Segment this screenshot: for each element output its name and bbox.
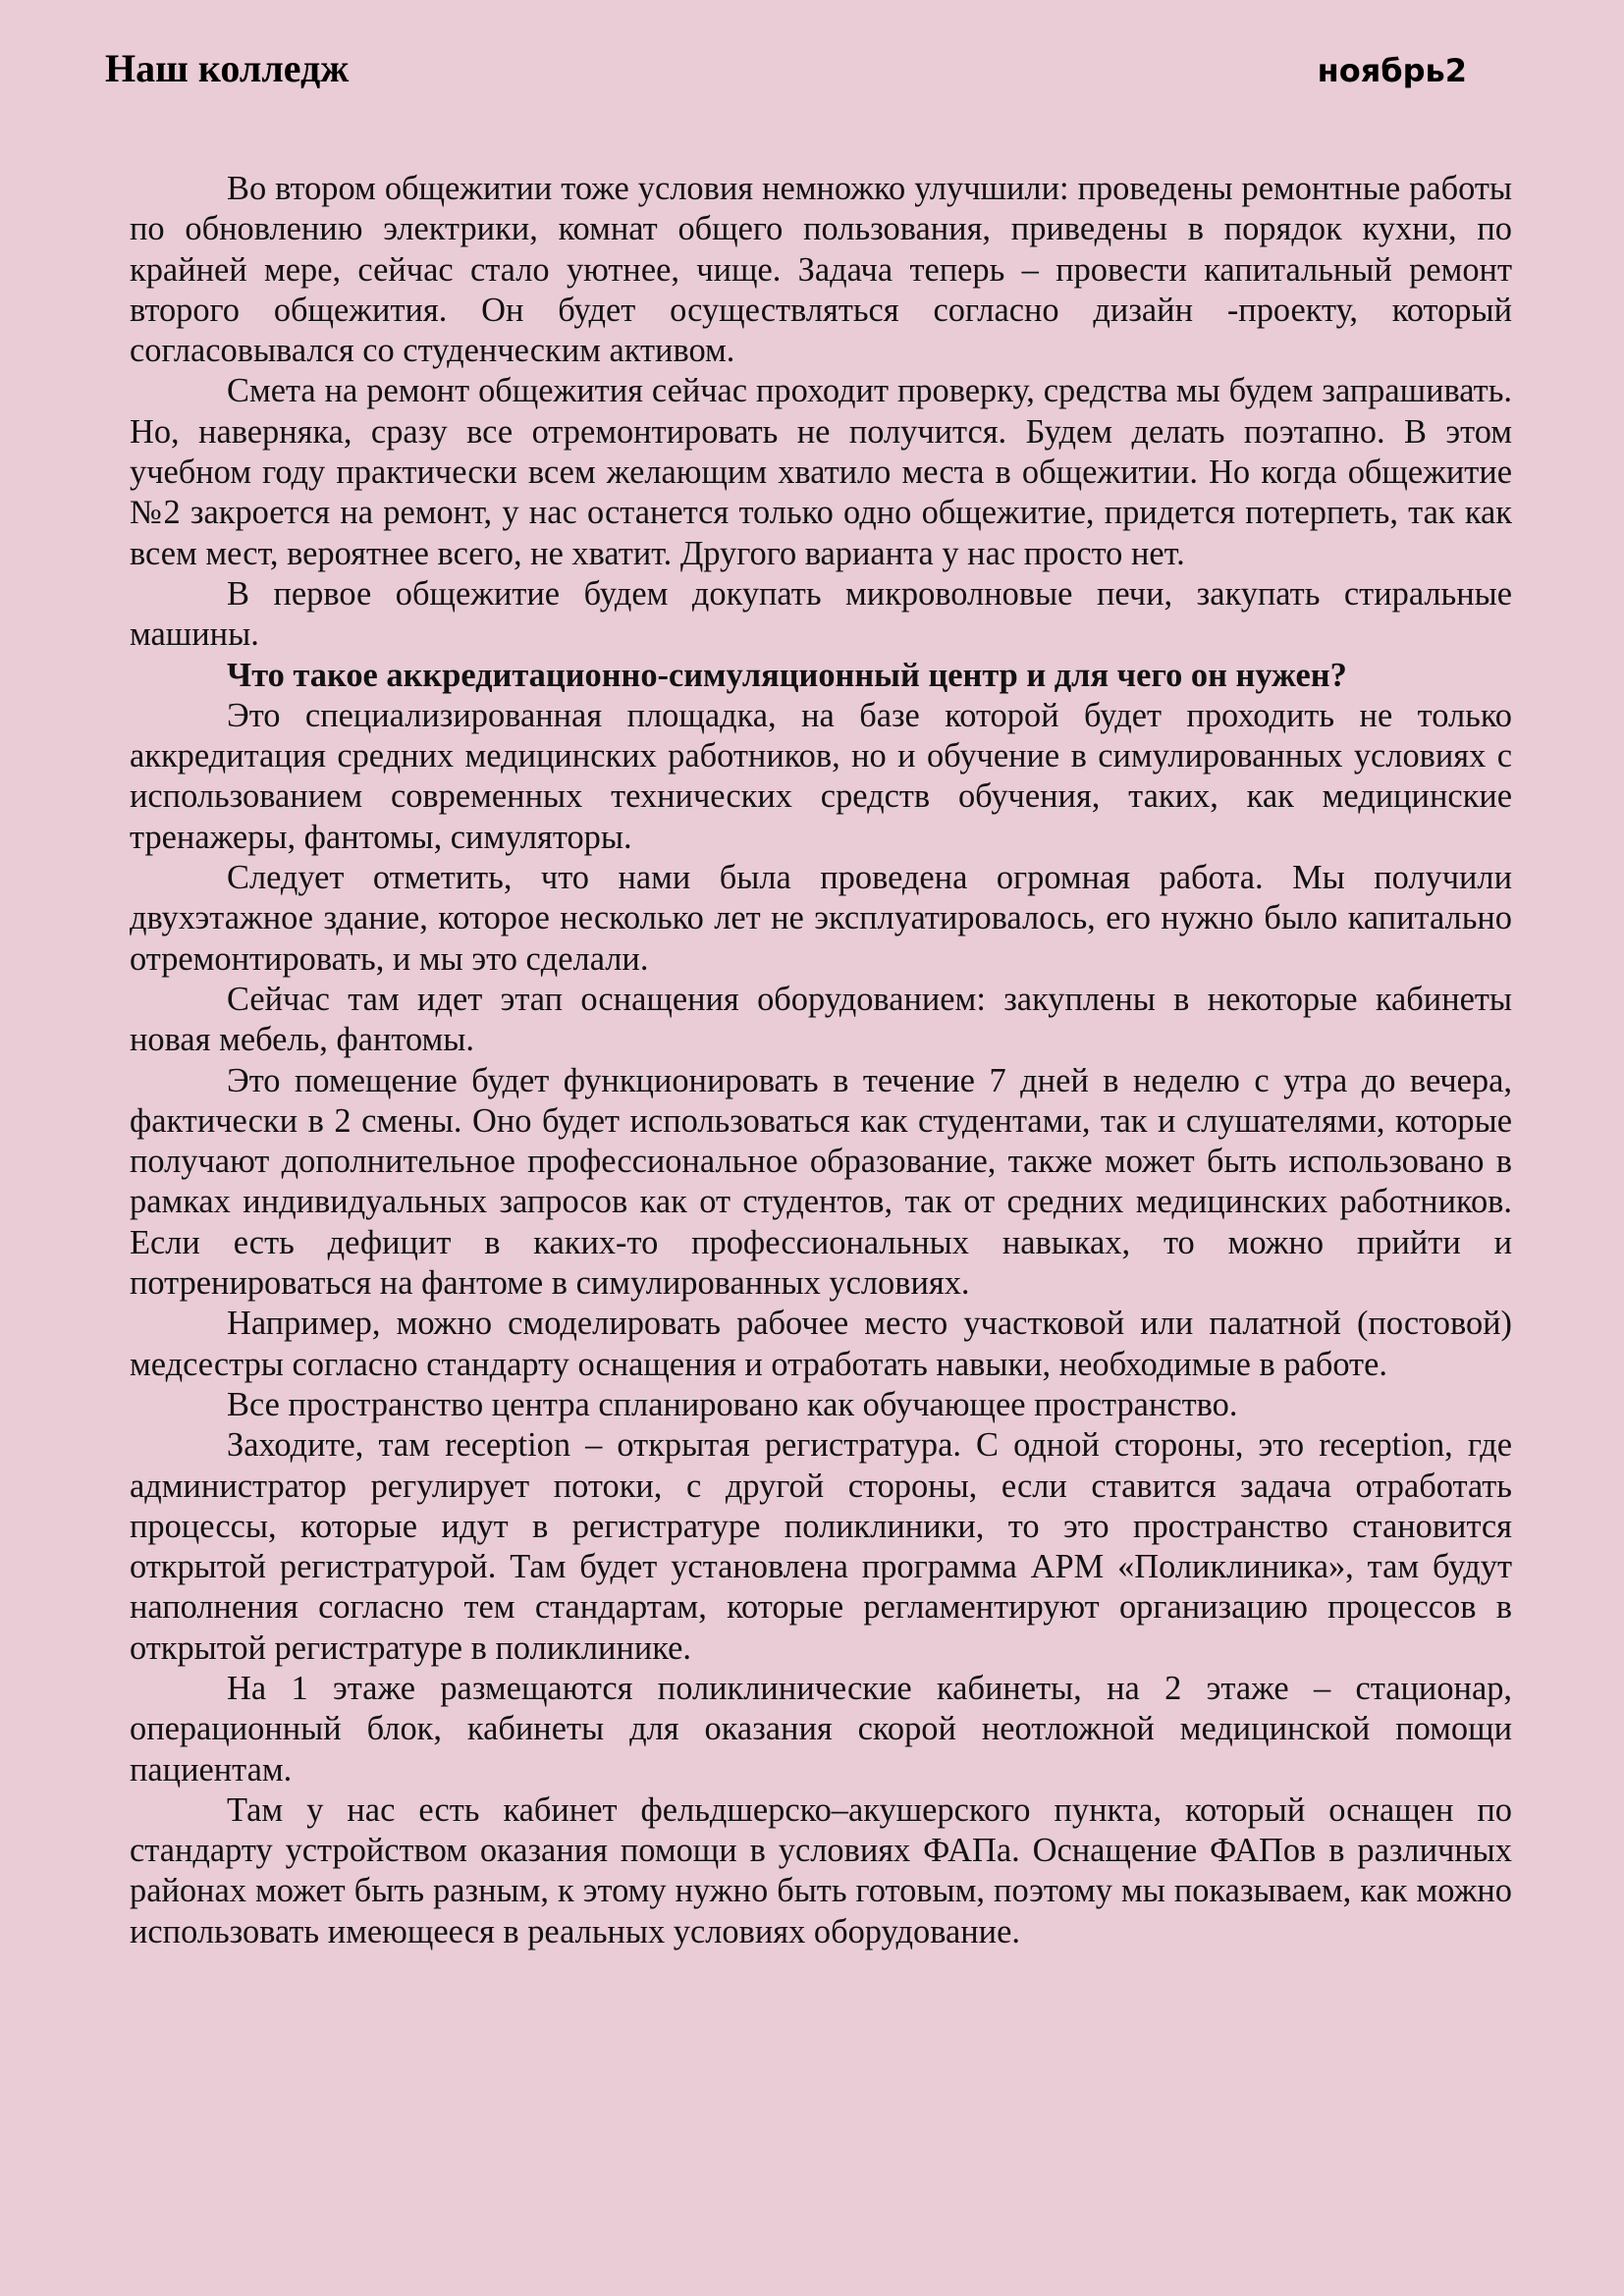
newsletter-title: Наш колледж (105, 46, 350, 90)
article-paragraph: Смета на ремонт общежития сейчас проходит проверку, средства мы будем запрашивать. Но, наверняка, сразу все отремонтировать не получится. Будем делать поэтапно. В этом учебном году практически всем желающим хватило места в общежитии. Но когда общежитие №2 закроется на ремонт, у нас останется только одно общежитие, придется потерпеть, так как всем мест, вероятнее всего, не хватит. Другого варианта у нас просто нет. (130, 372, 1512, 572)
article-paragraph: В первое общежитие будем докупать микроволновые печи, закупать стиральные машины. (130, 574, 1512, 654)
article-body (130, 169, 1512, 1952)
article-paragraph: Все пространство центра спланировано как обучающее пространство. (227, 1385, 1238, 1423)
article-paragraph: Там у нас есть кабинет фельдшерско–акушерского пункта, который оснащен по стандарту устройством оказания помощи в условиях ФАПа. Оснащение ФАПов в различных районах может быть разным, к этому нужно быть готовым, поэтому мы показываем, как можно использовать имеющееся в реальных условиях оборудование. (130, 1790, 1512, 1950)
article-paragraph: Это специализированная площадка, на базе которой будет проходить не только аккредитация средних медицинских работников, но и обучение в симулированных условиях с использованием современных технических средств обучения, таких, как медицинские тренажеры, фантомы, симуляторы. (130, 696, 1512, 856)
article-paragraph: Это помещение будет функционировать в течение 7 дней в неделю с утра до вечера, фактически в 2 смены. Оно будет использоваться как студентами, так и слушателями, которые получают дополнительное профессиональное образование, также может быть использовано в рамках индивидуальных запросов как от студентов, так от средних медицинских работников. Если есть дефицит в каких-то профессиональных навыках, то можно прийти и потренироваться на фантоме в симулированных условиях. (130, 1061, 1512, 1303)
article-paragraph: Например, можно смоделировать рабочее место участковой или палатной (постовой) медсестры согласно стандарту оснащения и отработать навыки, необходимые в работе. (130, 1305, 1512, 1383)
article-paragraph: Сейчас там идет этап оснащения оборудованием: закуплены в некоторые кабинеты новая мебель, фантомы. (130, 980, 1512, 1059)
article-subheading: Что такое аккредитационно-симуляционный центр и для чего он нужен? (227, 656, 1347, 694)
article-paragraph: Следует отметить, что нами была проведена огромная работа. Мы получили двухэтажное здание, которое несколько лет не эксплуатировалось, его нужно было капитально отремонтировать, и мы это сделали. (130, 859, 1512, 978)
issue-label: ноябрь2 (1317, 52, 1467, 89)
article-paragraph: На 1 этаже размещаются поликлинические кабинеты, на 2 этаже – стационар, операционный блок, кабинеты для оказания скорой неотложной медицинской помощи пациентам. (130, 1669, 1512, 1789)
article-paragraph: Заходите, там reception – открытая регистратура. С одной стороны, это reception, где администратор регулирует потоки, с другой стороны, если ставится задача отработать процессы, которые идут в регистратуре поликлиники, то это пространство становится открытой регистратурой. Там будет установлена программа АРМ «Поликлиника», там будут наполнения согласно тем стандартам, которые регламентируют организацию процессов в открытой регистратуре в поликлинике. (130, 1426, 1512, 1667)
article-paragraph: Во втором общежитии тоже условия немножко улучшили: проведены ремонтные работы по обновлению электрики, комнат общего пользования, приведены в порядок кухни, по крайней мере, сейчас стало уютнее, чище. Задача теперь – провести капитальный ремонт второго общежития. Он будет осуществляться согласно дизайн -проекту, который согласовывался со студенческим активом. (130, 170, 1512, 370)
